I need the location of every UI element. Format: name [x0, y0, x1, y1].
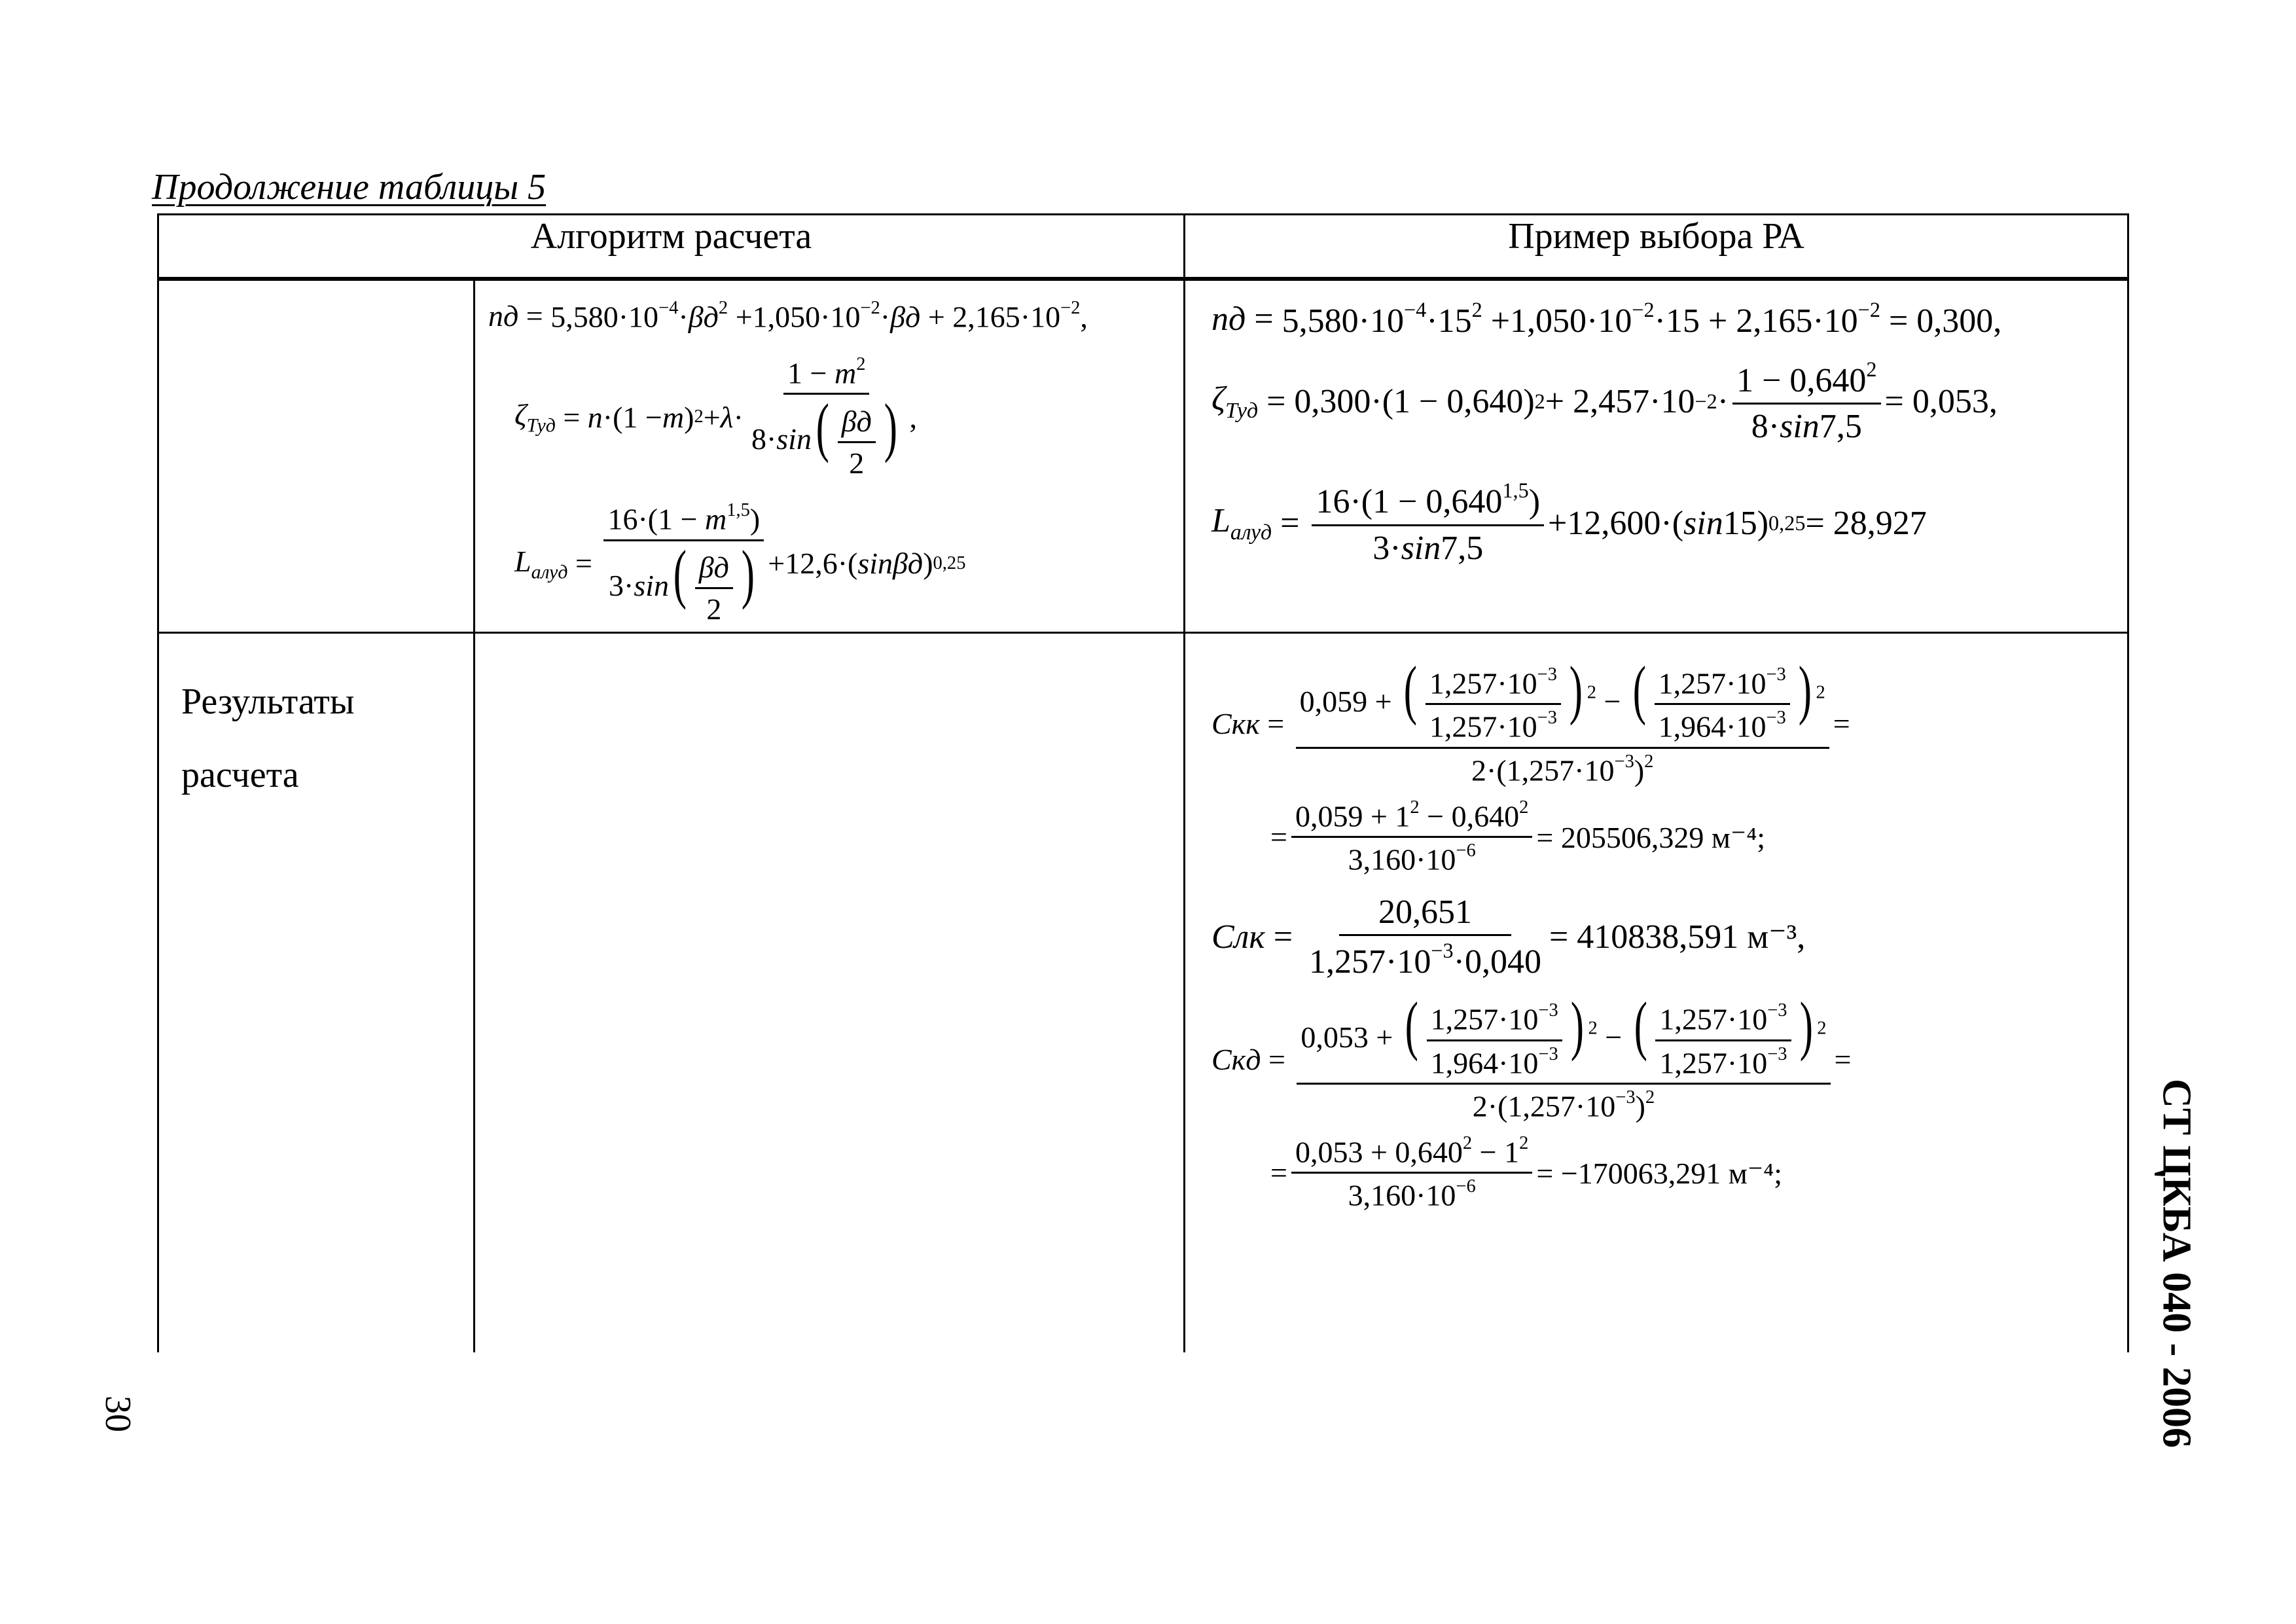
formula-zeta-example: $\zeta_{Туд}$ = 0,300·(1 − 0,640) 2 + 2,457·10 −2 · $\frac{1 - 0,640^2}{8\cdot\sin 7,5}$ = 0,053, — [1211, 357, 1998, 446]
row2-algorithm — [475, 632, 1185, 1352]
formula-clk: Слк = $\frac{20,651}{1,257\cdot 10^{-3}\cdot 0,040}$ = 410838,591 м⁻³, — [1211, 893, 1806, 981]
header-example: Пример выбора РА — [1185, 215, 2128, 280]
formula-n-example: nд = $5,580\cdot 10^{-4}\cdot 15^2 +1,050\cdot 10^{-2}\cdot 15 + 2,165\cdot 10^{-2} = 0,300$, — [1211, 298, 2002, 340]
formula-ckd: Скд = 0,053 + ( $\frac{1,257\cdot 10^{-3}}{1,964\cdot 10^{-3}}$ ) $^2$ − ( $\frac{1,257\cdot 10^{-3}}{1,257\cdot 10^{-3}}$ ) $^2$ $2\cdot(1,257\cdot 10^{-3})^2$ = — [1211, 988, 1852, 1123]
label-line-1: Результаты — [181, 681, 355, 722]
table-caption: Продолжение таблицы 5 — [152, 167, 547, 208]
formula-L-example: $L_{алуд}$ = $\frac{16\cdot(1 - 0,640^{1,5})}{3\cdot\sin 7,5}$ +12,600·( sin 15) 0,25 = 28,927 — [1211, 478, 1927, 567]
table-row — [158, 279, 2128, 632]
formula-ckk: Скк = 0,059 + ( $\frac{1,257\cdot 10^{-3}}{1,257\cdot 10^{-3}}$ ) $^2$ − ( $\frac{1,257\cdot 10^{-3}}{1,964\cdot 10^{-3}}$ ) $^2$ $2\cdot(1,257\cdot 10^{-3})^2$ = — [1211, 652, 1850, 787]
standard-code: СТ ЦКБА 040 - 2006 — [2154, 1079, 2199, 1448]
table-header-row — [158, 215, 2128, 280]
row1-algorithm — [475, 279, 1185, 632]
formula-zeta-algorithm: $\zeta_{Туд}$ = n ·(1 − m ) 2 + λ · $1 - m^2$ 8·sin( $\frac{\beta д}{2}$ ) , — [514, 353, 918, 480]
formula-ckk-result: = $\frac{0,059 + 1^2 - 0,640^2}{3,160\cdot 10^{-6}}$ = 205506,329 м⁻⁴; — [1270, 797, 1766, 876]
formula-n-algorithm: nд = $5,580\cdot 10^{-4}\cdot\beta д^2 +1,050\cdot 10^{-2}\cdot\beta д + 2,165\cdot 10^{-2}$, — [488, 298, 1088, 334]
formula-L-algorithm: $L_{алуд}$ = $16\cdot(1 - m^{1,5})$ 3·sin( $\frac{\beta д}{2}$ ) +12,6·( sinβд ) 0,25 — [514, 500, 966, 626]
formula-ckd-result: = $\frac{0,053 + 0,640^2 - 1^2}{3,160\cdot 10^{-6}}$ = −170063,291 м⁻⁴; — [1270, 1132, 1782, 1212]
row2-label — [158, 632, 475, 1352]
table-row — [158, 632, 2128, 1352]
row1-example — [1185, 279, 2128, 632]
header-algorithm: Алгоритм расчета — [158, 215, 1185, 280]
row1-label — [158, 279, 475, 632]
label-line-2: расчета — [181, 754, 299, 795]
row2-example — [1185, 632, 2128, 1352]
page-number: 30 — [98, 1396, 138, 1432]
calculation-table — [157, 213, 2129, 1352]
